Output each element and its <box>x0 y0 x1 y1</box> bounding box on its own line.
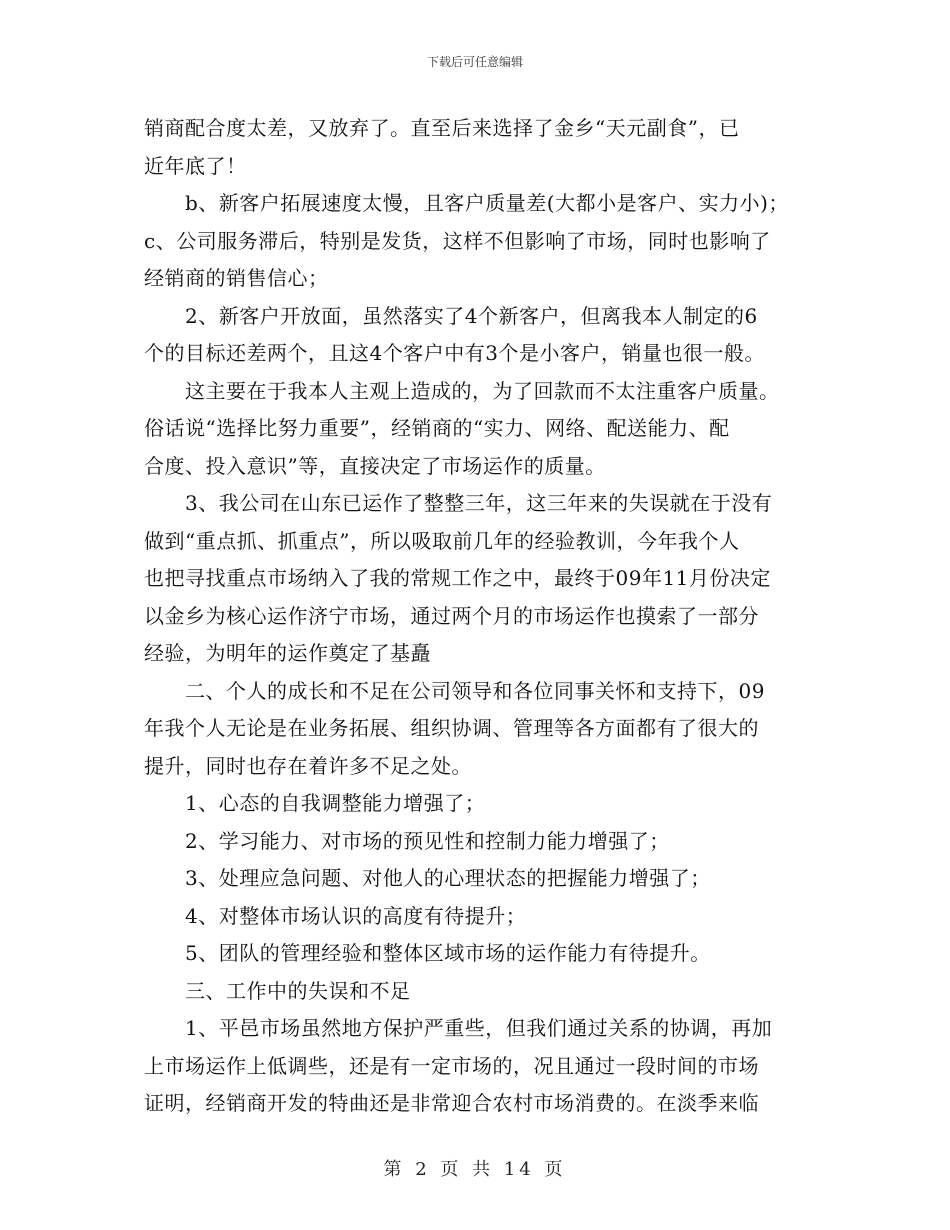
page-footer: 第 2 页 共 14 页 <box>383 1159 567 1180</box>
text-line: 1、平邑市场虽然地方保护严重些，但我们通过关系的协调，再加 <box>144 1016 773 1040</box>
text-line: 2、新客户开放面，虽然落实了4个新客户，但离我本人制定的6 <box>144 303 758 328</box>
text-line: 年我个人无论是在业务拓展、组织协调、管理等各方面都有了很大的 <box>144 716 759 740</box>
text-line: 提升，同时也存在着许多不足之处。 <box>144 753 472 778</box>
text-line: 经销商的销售信心； <box>144 266 329 290</box>
text-line: 销商配合度太差，又放弃了。直至后来选择了金乡“天元副食”，已 <box>144 116 740 140</box>
text-line: 做到“重点抓、抓重点”，所以吸取前几年的经验教训，今年我个人 <box>144 528 740 553</box>
page-header: 下载后可任意编辑 <box>426 55 523 69</box>
text-line: 俗话说“选择比努力重要”，经销商的“实力、网络、配送能力、配 <box>144 416 730 440</box>
text-line: 三、工作中的失误和不足 <box>144 978 411 1003</box>
text-line: 近年底了！ <box>144 153 247 178</box>
text-line: 二、个人的成长和不足在公司领导和各位同事关怀和支持下，09 <box>144 678 765 703</box>
text-line: 证明，经销商开发的特曲还是非常迎合农村市场消费的。在淡季来临 <box>144 1091 759 1115</box>
text-line: 上市场运作上低调些，还是有一定市场的，况且通过一段时间的市场 <box>144 1053 759 1078</box>
text-line: 2、学习能力、对市场的预见性和控制力能力增强了； <box>144 828 670 853</box>
text-line: 3、处理应急问题、对他人的心理状态的把握能力增强了； <box>144 866 711 890</box>
text-line: 个的目标还差两个，且这4个客户中有3个是小客户，销量也很一般。 <box>144 341 765 365</box>
text-line: 也把寻找重点市场纳入了我的常规工作之中，最终于09年11月份决定 <box>144 566 771 590</box>
document-body <box>144 110 824 1123</box>
text-line: b、新客户拓展速度太慢，且客户质量差(大都小是客户、实力小)； <box>144 191 789 215</box>
text-line: 3、我公司在山东已运作了整整三年，这三年来的失误就在于没有 <box>144 491 773 515</box>
text-line: 5、团队的管理经验和整体区域市场的运作能力有待提升。 <box>144 941 711 965</box>
text-line: 以金乡为核心运作济宁市场，通过两个月的市场运作也摸索了一部分 <box>144 603 759 628</box>
text-line: 4、对整体市场认识的高度有待提升； <box>144 903 527 928</box>
text-line: 合度、投入意识”等，直接决定了市场运作的质量。 <box>144 453 606 478</box>
text-line: c、公司服务滞后，特别是发货，这样不但影响了市场，同时也影响了 <box>144 228 771 253</box>
text-line: 这主要在于我本人主观上造成的，为了回款而不太注重客户质量。 <box>144 378 780 403</box>
text-line: 经验，为明年的运作奠定了基矗 <box>144 641 431 665</box>
text-line: 1、心态的自我调整能力增强了； <box>144 791 486 815</box>
